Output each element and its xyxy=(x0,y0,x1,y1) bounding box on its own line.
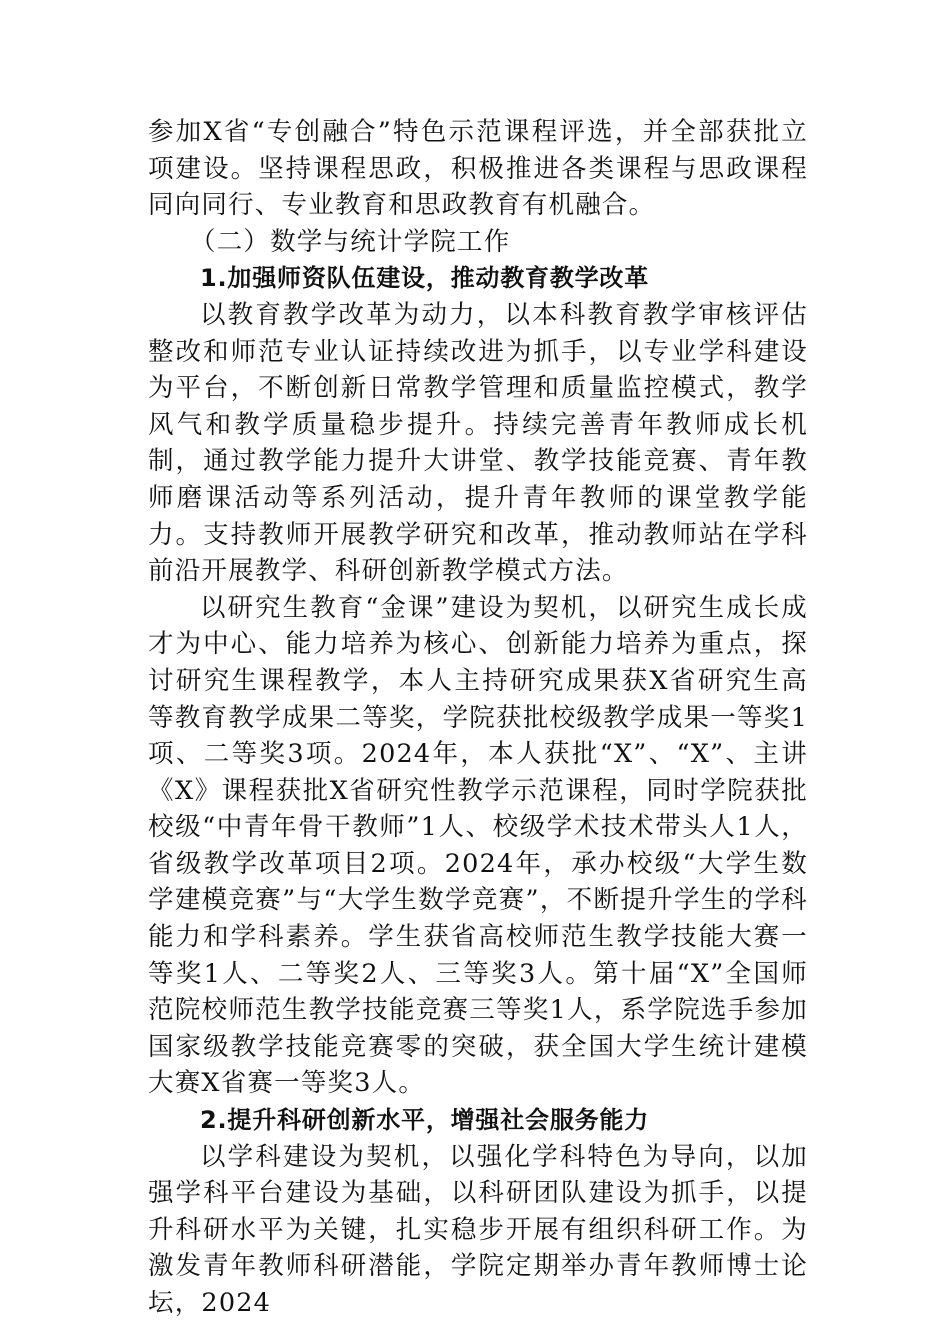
document-page xyxy=(148,114,808,1322)
continuation-paragraph: 参加X省“专创融合”特色示范课程评选，并全部获批立项建设。坚持课程思政，积极推进各类课程与思政课程同向同行、专业教育和思政教育有机融合。 xyxy=(148,117,808,221)
sub-heading: 1.加强师资队伍建设，推动教育教学改革 xyxy=(200,264,650,293)
body-paragraph: 以研究生教育“金课”建设为契机，以研究生成长成才为中心、能力培养为核心、创新能力培养为重点，探讨研究生课程教学，本人主持研究成果获X省研究生高等教育教学成果二等奖，学院获批校级教学成果一等奖1项、二等奖3项。2024年，本人获批“X”、“X”、主讲《X》课程获批X省研究性教学示范课程，同时学院获批校级“中青年骨干教师”1人、校级学术技术带头人1人，省级教学改革项目2项。2024年，承办校级“大学生数学建模竞赛”与“大学生数学竞赛”，不断提升学生的学科能力和学科素养。学生获省高校师范生教学技能大赛一等奖1人、二等奖2人、三等奖3人。第十届“X”全国师范院校师范生教学技能竞赛三等奖1人，系学院选手参加国家级教学技能竞赛零的突破，获全国大学生统计建模大赛X省赛一等奖3人。 xyxy=(148,592,808,1099)
body-paragraph: 以学科建设为契机，以强化学科特色为导向，以加强学科平台建设为基础，以科研团队建设为抓手，以提升科研水平为关键，扎实稳步开展有组织科研工作。为激发青年教师科研潜能，学院定期举办青年教师博士论坛，2024 xyxy=(148,1141,808,1318)
sub-heading: 2.提升科研创新水平，增强社会服务能力 xyxy=(200,1106,650,1135)
body-paragraph: 以教育教学改革为动力，以本科教育教学审核评估整改和师范专业认证持续改进为抓手，以专业学科建设为平台，不断创新日常教学管理和质量监控模式，教学风气和教学质量稳步提升。持续完善青年教师成长机制，通过教学能力提升大讲堂、教学技能竞赛、青年教师磨课活动等系列活动，提升青年教师的课堂教学能力。支持教师开展教学研究和改革，推动教师站在学科前沿开展教学、科研创新教学模式方法。 xyxy=(148,299,808,587)
section-heading: （二）数学与统计学院工作 xyxy=(190,226,511,257)
